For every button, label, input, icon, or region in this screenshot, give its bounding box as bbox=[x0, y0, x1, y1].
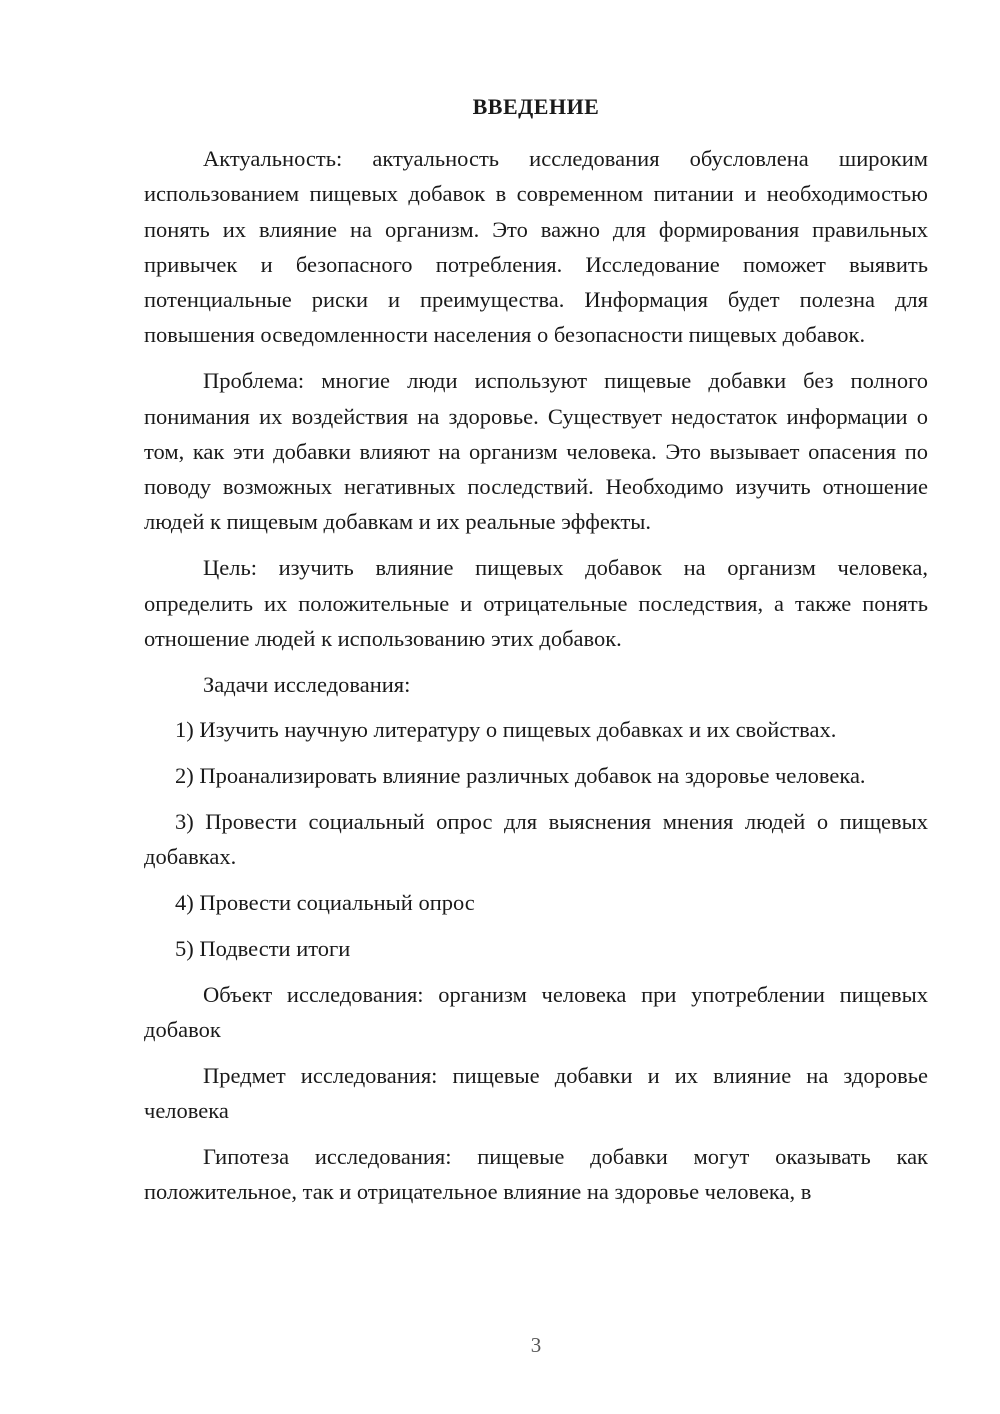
page-number: 3 bbox=[530, 1333, 542, 1357]
body-text bbox=[144, 141, 928, 1220]
paragraph-subject: Предмет исследования: пищевые добавки и их влияние на здоровье человека bbox=[144, 1062, 928, 1124]
paragraph-hypothesis: Гипотеза исследования: пищевые добавки могут оказывать как положительное, так и отрицательное влияние на здоровье человека, в bbox=[144, 1143, 928, 1205]
paragraph-problem: Проблема: многие люди используют пищевые добавки без полного понимания их воздействия на здоровье. Существует недостаток информации о том, как эти добавки влияют на организм человека. Это вызывает опасения по поводу возможных негативных последствий. Необходимо изучить отношение людей к пищевым добавкам и их реальные эффекты. bbox=[144, 368, 928, 535]
list-item-task-2: 2) Проанализировать влияние различных добавок на здоровье человека. bbox=[175, 763, 866, 789]
paragraph-relevance: Актуальность: актуальность исследования обусловлена широким использованием пищевых добавок в современном питании и необходимостью понять их влияние на организм. Это важно для формирования правильных привычек и безопасного потребления. Исследование поможет выявить потенциальные риски и преимущества. Информация будет полезна для повышения осведомленности населения о безопасности пищевых добавок. bbox=[144, 146, 928, 348]
paragraph-goal: Цель: изучить влияние пищевых добавок на организм человека, определить их положительные и отрицательные последствия, а также понять отношение людей к использованию этих добавок. bbox=[144, 555, 928, 651]
list-item-task-5: 5) Подвести итоги bbox=[175, 935, 351, 961]
list-item-task-3: 3) Провести социальный опрос для выяснения мнения людей о пищевых добавках. bbox=[144, 809, 928, 870]
paragraph-tasks-heading: Задачи исследования: bbox=[203, 671, 411, 697]
paragraph-object: Объект исследования: организм человека при употреблении пищевых добавок bbox=[144, 981, 928, 1043]
section-title: ВВЕДЕНИЕ bbox=[472, 94, 600, 119]
list-item-task-4: 4) Провести социальный опрос bbox=[175, 890, 475, 916]
list-item-task-1: 1) Изучить научную литературу о пищевых добавках и их свойствах. bbox=[175, 717, 837, 743]
